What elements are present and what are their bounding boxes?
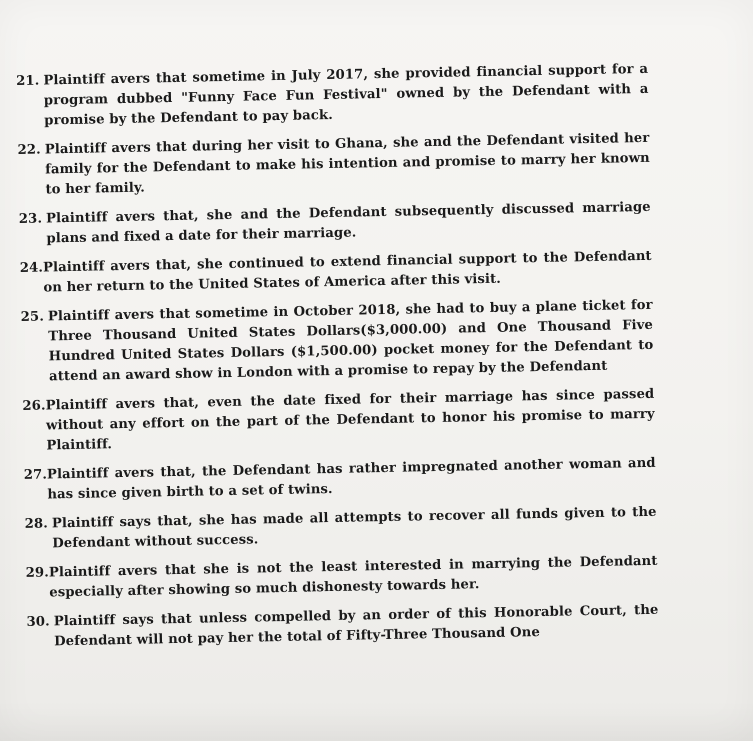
paragraph-number: 26. bbox=[22, 398, 46, 414]
paragraph-number: 23. bbox=[18, 211, 43, 227]
paragraph-number: 24. bbox=[19, 260, 44, 276]
paragraph-number: 21. bbox=[16, 73, 40, 89]
document-body bbox=[16, 60, 659, 653]
paragraph-text: Plaintiff avers that she is not the least interested in marrying the Defendant especially after showing so much dishonesty towards her. bbox=[48, 553, 658, 601]
paragraph-number: 27. bbox=[23, 467, 48, 483]
paragraph-21 bbox=[16, 60, 649, 132]
paragraph-26 bbox=[22, 385, 655, 457]
paragraph-number: 30. bbox=[26, 614, 50, 630]
paragraph-text: Plaintiff says that, she has made all attempts to recover all funds given to the Defendant without success. bbox=[51, 504, 657, 552]
paragraph-number: 25. bbox=[20, 309, 45, 325]
paragraph-text: Plaintiff avers that, even the date fixed for their marriage has since passed without any effort on the part of the Defendant to honor his promise to marry Plaintiff. bbox=[45, 386, 655, 454]
paragraph-text: Plaintiff avers that, the Defendant has rather impregnated another woman and has since given birth to a set of twins. bbox=[46, 455, 656, 503]
paragraph-25 bbox=[21, 296, 654, 388]
paragraph-29 bbox=[25, 552, 658, 604]
paragraph-28 bbox=[25, 503, 658, 555]
paragraph-text: Plaintiff avers that, she continued to extend financial support to the Defendant on her return to the United States of America after this visit. bbox=[42, 248, 652, 296]
paragraph-text: Plaintiff avers that sometime in October 2018, she had to buy a plane ticket for Three Thousand United States Dollars($3,000.00) and One Thousand Five Hundred United States Dollars ($1,500.00) pocket money for the Defendant to attend an award show in London with a promise to repay by the Defendant bbox=[47, 297, 654, 385]
page-bottom-shade bbox=[0, 701, 753, 741]
paragraph-22 bbox=[17, 129, 650, 201]
paragraph-text: Plaintiff avers that, she and the Defendant subsequently discussed marriage plans and fixed a date for their marriage. bbox=[45, 199, 651, 247]
paragraph-text: Plaintiff avers that sometime in July 2017, she provided financial support for a program dubbed "Funny Face Fun Festival" owned by the Defendant with a promise by the Defendant to pay back. bbox=[43, 61, 649, 129]
paragraph-text: Plaintiff says that unless compelled by an order of this Honorable Court, the Defendant will not pay her the total of Fifty-Three Thousand One bbox=[53, 602, 659, 650]
paragraph-27 bbox=[24, 454, 657, 506]
paragraph-number: 29. bbox=[25, 565, 50, 581]
paragraph-30 bbox=[26, 601, 659, 653]
paragraph-number: 22. bbox=[17, 142, 41, 158]
paragraph-number: 28. bbox=[24, 516, 49, 532]
paragraph-text: Plaintiff avers that during her visit to Ghana, she and the Defendant visited her family for the Defendant to make his intention and promise to marry her known to her family. bbox=[44, 130, 650, 198]
paragraph-23 bbox=[19, 198, 652, 250]
paragraph-24 bbox=[20, 247, 653, 299]
